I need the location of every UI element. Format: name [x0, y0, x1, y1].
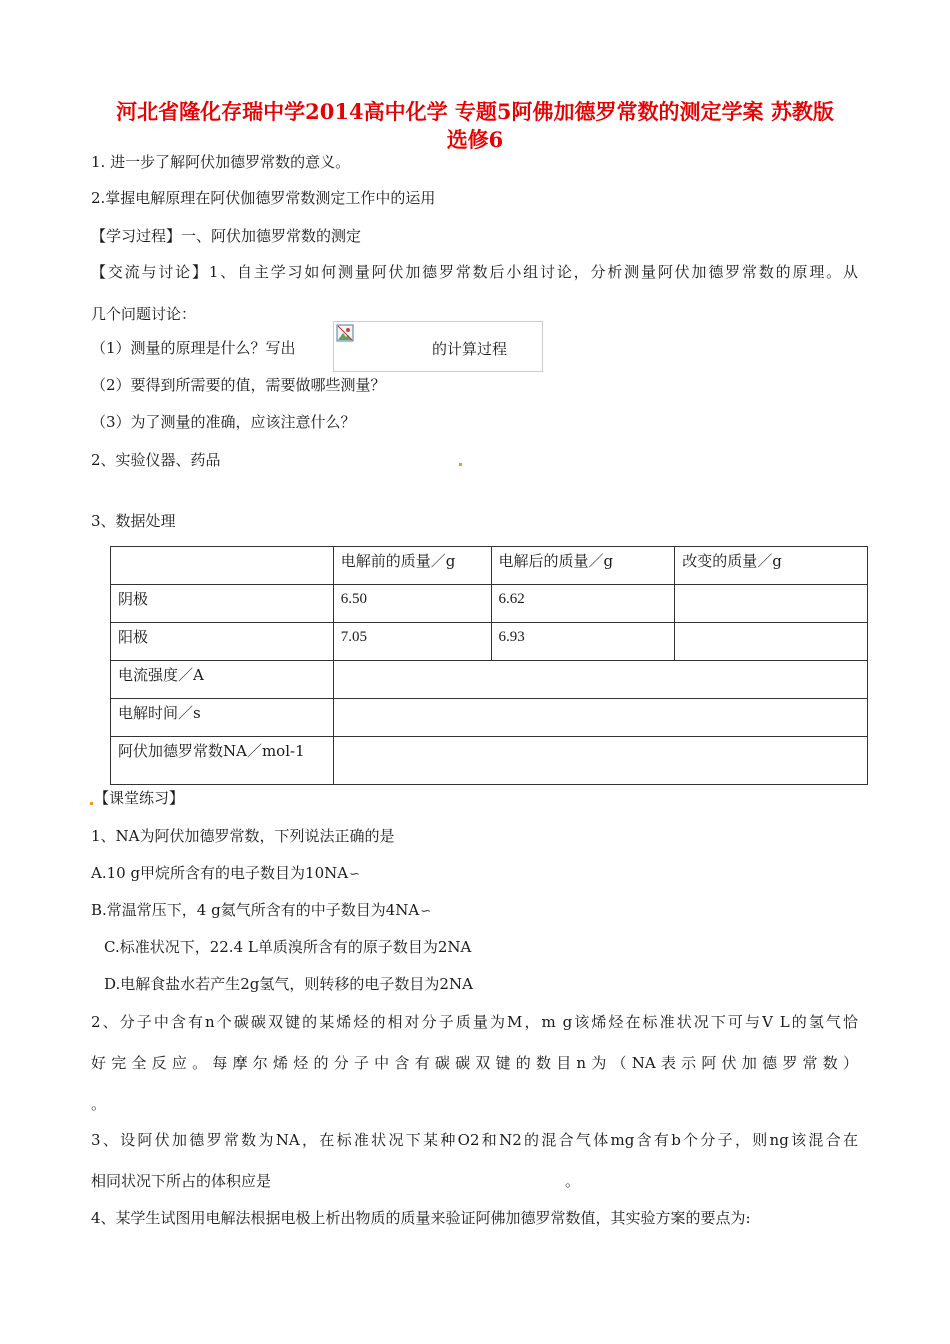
practice-question-1: 1、NA为阿伏加德罗常数，下列说法正确的是	[91, 827, 395, 845]
practice-option-b-wrap	[91, 900, 431, 922]
objective-2: 2.掌握电解原理在阿伏伽德罗常数测定工作中的运用	[91, 189, 436, 207]
practice-option-a-wrap	[91, 863, 360, 885]
section-3-heading: 3、数据处理	[91, 512, 176, 530]
table-cell: 6.62	[491, 585, 675, 623]
table-row	[111, 737, 868, 785]
discussion-line2: 几个问题讨论：	[91, 305, 197, 323]
practice-option-c: C.标准状况下，22.4 L单质溴所含有的原子数目为2NA	[104, 938, 472, 956]
table-cell: 电流强度／A	[111, 661, 334, 699]
embedded-formula-image	[333, 321, 543, 372]
table-cell	[333, 737, 867, 785]
table-cell: 6.50	[333, 585, 491, 623]
table-row	[111, 661, 868, 699]
data-table	[110, 546, 868, 785]
document-title-line2: 选修6	[446, 127, 504, 152]
practice-question-4: 4、某学生试图用电解法根据电极上析出物质的质量来验证阿佛加德罗常数值，其实验方案的要点为:	[91, 1209, 751, 1227]
anchor-mark	[459, 463, 462, 466]
table-cell: 阿伏加德罗常数NA／mol-1	[111, 737, 334, 785]
table-row	[111, 623, 868, 661]
table-header-row	[111, 547, 868, 585]
practice-question-2-line2: 好完全反应。每摩尔烯烃的分子中含有碳碳双键的数目n为（NA表示阿伏加德罗常数）	[91, 1054, 858, 1072]
practice-heading-wrap	[89, 788, 184, 808]
table-row	[111, 585, 868, 623]
process-heading: 【学习过程】一、阿伏加德罗常数的测定	[91, 227, 362, 245]
section-2-heading: 2、实验仪器、药品	[91, 451, 221, 469]
table-cell: 7.05	[333, 623, 491, 661]
table-header-cell: 电解后的质量／g	[491, 547, 675, 585]
practice-question-2-line1: 2、分子中含有n个碳碳双键的某烯烃的相对分子质量为M，m g该烯烃在标准状况下可与V L的氢气恰	[91, 1013, 858, 1031]
table-cell	[675, 585, 868, 623]
question-3: （3）为了测量的准确，应该注意什么？	[91, 413, 356, 431]
table-cell: 阳极	[111, 623, 334, 661]
squiggle-mark-icon: ∽	[349, 867, 361, 882]
table-cell	[333, 699, 867, 737]
table-cell: 6.93	[491, 623, 675, 661]
table-header-cell: 电解前的质量／g	[333, 547, 491, 585]
table-header-cell	[111, 547, 334, 585]
practice-question-3-line2: 相同状况下所占的体积应是	[91, 1172, 272, 1190]
broken-image-icon	[336, 324, 354, 342]
table-header-cell: 改变的质量／g	[675, 547, 868, 585]
practice-question-3-end: 。	[565, 1172, 581, 1190]
squiggle-mark-icon: ∽	[420, 904, 432, 919]
practice-option-b: B.常温常压下，4 g氦气所含有的中子数目为4NA	[91, 901, 420, 919]
document-title-line1: 河北省隆化存瑞中学2014高中化学 专题5阿佛加德罗常数的测定学案 苏教版	[116, 99, 834, 124]
question-1-suffix: 的计算过程	[432, 340, 508, 358]
objective-1: 1. 进一步了解阿伏加德罗常数的意义。	[91, 153, 351, 171]
table-cell: 电解时间／s	[111, 699, 334, 737]
practice-question-3-line1: 3、设阿伏加德罗常数为NA，在标准状况下某种O2和N2的混合气体mg含有b个分子，则ng该混合在	[91, 1131, 858, 1149]
table-cell	[333, 661, 867, 699]
question-1-text: （1）测量的原理是什么？写出	[91, 339, 296, 357]
question-2: （2）要得到所需要的值，需要做哪些测量？	[91, 376, 386, 394]
practice-option-d: D.电解食盐水若产生2g氢气，则转移的电子数目为2NA	[104, 975, 473, 993]
practice-question-2-line3: 。	[91, 1095, 107, 1113]
table-cell: 阴极	[111, 585, 334, 623]
question-1-prefix	[91, 338, 296, 358]
practice-heading: 【课堂练习】	[94, 789, 185, 807]
table-cell	[675, 623, 868, 661]
discussion-line1: 【交流与讨论】1、自主学习如何测量阿伏加德罗常数后小组讨论，分析测量阿伏加德罗常数的原理。从	[91, 263, 858, 281]
table-row	[111, 699, 868, 737]
anchor-mark	[90, 802, 93, 805]
practice-option-a: A.10 g甲烷所含有的电子数目为10NA	[91, 864, 349, 882]
